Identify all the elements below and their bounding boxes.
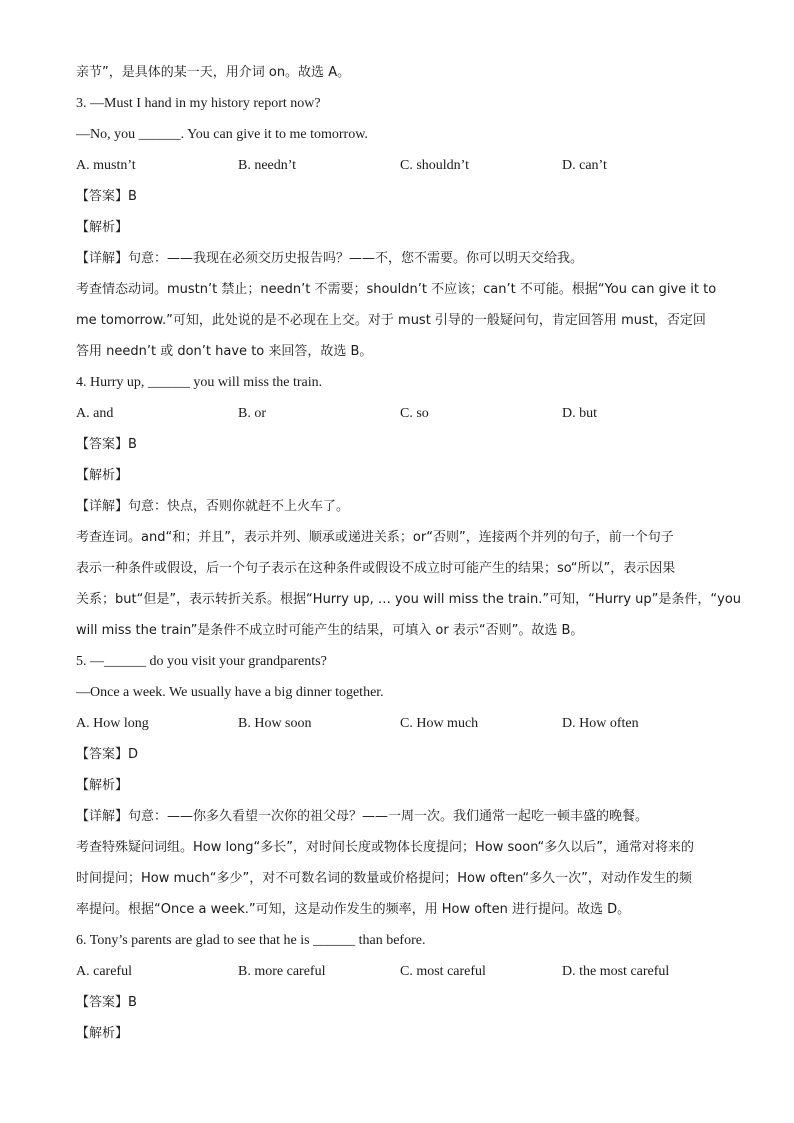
explanation-line: will miss the train”是条件不成立时可能产生的结果，可填入 or 表示“否则”。故选 B。 (76, 623, 584, 638)
explanation-line: 时间提问；How much“多少”，对不可数名词的数量或价格提问；How often“多久一次”，对动作发生的频 (76, 871, 692, 886)
explanation-line: 关系；but“但是”，表示转折关系。根据“Hurry up, … you will miss the train.”可知，“Hurry up”是条件，“you (76, 592, 742, 607)
option-a: A. How long (76, 716, 149, 731)
option-c: C. so (400, 406, 429, 421)
answer-label: 【答案】B (76, 437, 137, 452)
options-q6 (76, 961, 726, 992)
question-3: 3. —Must I hand in my history report now? (76, 96, 321, 111)
question-4: 4. Hurry up, ______ you will miss the train. (76, 375, 323, 390)
question-3-reply: —No, you ______. You can give it to me tomorrow. (76, 127, 368, 142)
detail-line: 【详解】句意：——我现在必须交历史报告吗？——不，您不需要。你可以明天交给我。 (76, 251, 584, 266)
option-b: B. or (238, 406, 266, 421)
explanation-line: 答用 needn’t 或 don’t have to 来回答，故选 B。 (76, 344, 373, 359)
explanation-line: 考查特殊疑问词组。How long“多长”，对时间长度或物体长度提问；How soon“多久以后”，通常对将来的 (76, 840, 694, 855)
question-6: 6. Tony’s parents are glad to see that he is ______ than before. (76, 933, 426, 948)
options-q5 (76, 713, 726, 744)
option-b: B. more careful (238, 964, 326, 979)
explanation-line: 表示一种条件或假设，后一个句子表示在这种条件或假设不成立时可能产生的结果；so“所以”，表示因果 (76, 561, 676, 576)
question-5-reply: —Once a week. We usually have a big dinner together. (76, 685, 384, 700)
option-d: D. the most careful (562, 964, 670, 979)
text-line: 亲节”，是具体的某一天，用介词 on。故选 A。 (76, 65, 351, 80)
analysis-label: 【解析】 (76, 778, 129, 793)
option-a: A. careful (76, 964, 132, 979)
option-c: C. most careful (400, 964, 486, 979)
option-d: D. How often (562, 716, 639, 731)
detail-line: 【详解】句意：快点，否则你就赶不上火车了。 (76, 499, 350, 514)
option-b: B. How soon (238, 716, 312, 731)
analysis-label: 【解析】 (76, 1026, 129, 1041)
explanation-line: me tomorrow.”可知，此处说的是不必现在上交。对于 must 引导的一般疑问句，肯定回答用 must，否定回 (76, 313, 706, 328)
option-d: D. but (562, 406, 597, 421)
options-q4 (76, 403, 726, 434)
question-5: 5. —______ do you visit your grandparents? (76, 654, 327, 669)
options-q3 (76, 155, 726, 186)
answer-label: 【答案】D (76, 747, 139, 762)
detail-line: 【详解】句意：——你多久看望一次你的祖父母？——一周一次。我们通常一起吃一顿丰盛的晚餐。 (76, 809, 649, 824)
analysis-label: 【解析】 (76, 220, 129, 235)
answer-label: 【答案】B (76, 189, 137, 204)
answer-label: 【答案】B (76, 995, 137, 1010)
explanation-line: 考查情态动词。mustn’t 禁止；needn’t 不需要；shouldn’t 不应该；can’t 不可能。根据“You can give it to (76, 282, 717, 297)
option-a: A. mustn’t (76, 158, 136, 173)
explanation-line: 率提问。根据“Once a week.”可知，这是动作发生的频率，用 How often 进行提问。故选 D。 (76, 902, 631, 917)
option-c: C. How much (400, 716, 479, 731)
option-a: A. and (76, 406, 114, 421)
option-c: C. shouldn’t (400, 158, 469, 173)
option-b: B. needn’t (238, 158, 297, 173)
document-body (76, 62, 742, 1054)
analysis-label: 【解析】 (76, 468, 129, 483)
explanation-line: 考查连词。and“和；并且”，表示并列、顺承或递进关系；or“否则”，连接两个并列的句子，前一个句子 (76, 530, 674, 545)
option-d: D. can’t (562, 158, 607, 173)
